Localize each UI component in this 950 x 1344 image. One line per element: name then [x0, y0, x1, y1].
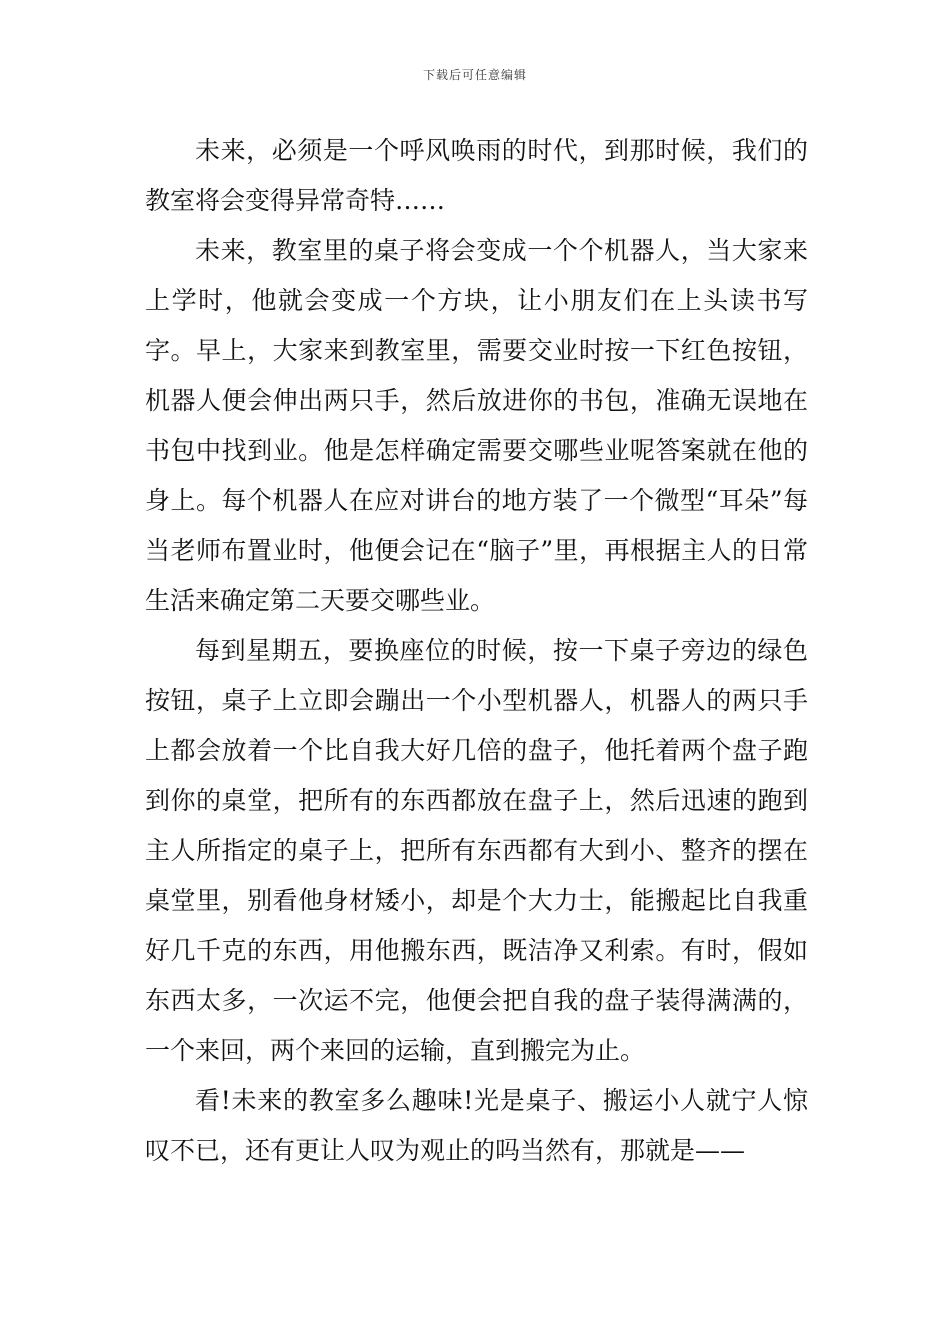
page-header-note: 下载后可任意编辑	[422, 68, 527, 82]
document-body	[145, 126, 808, 1176]
paragraph: 未来，教室里的桌子将会变成一个个机器人，当大家来上学时，他就会变成一个方块，让小朋友们在上头读书写字。早上，大家来到教室里，需要交业时按一下红色按钮，机器人便会伸出两只手，然后放进你的书包，准确无误地在书包中找到业。他是怎样确定需要交哪些业呢答案就在他的身上。每个机器人在应对讲台的地方装了一个微型“耳朵”每当老师布置业时，他便会记在“脑子”里，再根据主人的日常生活来确定第二天要交哪些业。	[145, 236, 808, 615]
paragraph: 每到星期五，要换座位的时候，按一下桌子旁边的绿色按钮，桌子上立即会蹦出一个小型机器人，机器人的两只手上都会放着一个比自我大好几倍的盘子，他托着两个盘子跑到你的桌堂，把所有的东西都放在盘子上，然后迅速的跑到主人所指定的桌子上，把所有东西都有大到小、整齐的摆在桌堂里，别看他身材矮小，却是个大力士，能搬起比自我重好几千克的东西，用他搬东西，既洁净又利索。有时，假如东西太多，一次运不完，他便会把自我的盘子装得满满的，一个来回，两个来回的运输，直到搬完为止。	[145, 636, 808, 1065]
paragraph: 未来，必须是一个呼风唤雨的时代，到那时候，我们的教室将会变得异常奇特……	[145, 136, 808, 215]
paragraph: 看!未来的教室多么趣味!光是桌子、搬运小人就宁人惊叹不已，还有更让人叹为观止的吗当然有，那就是——	[145, 1086, 808, 1165]
